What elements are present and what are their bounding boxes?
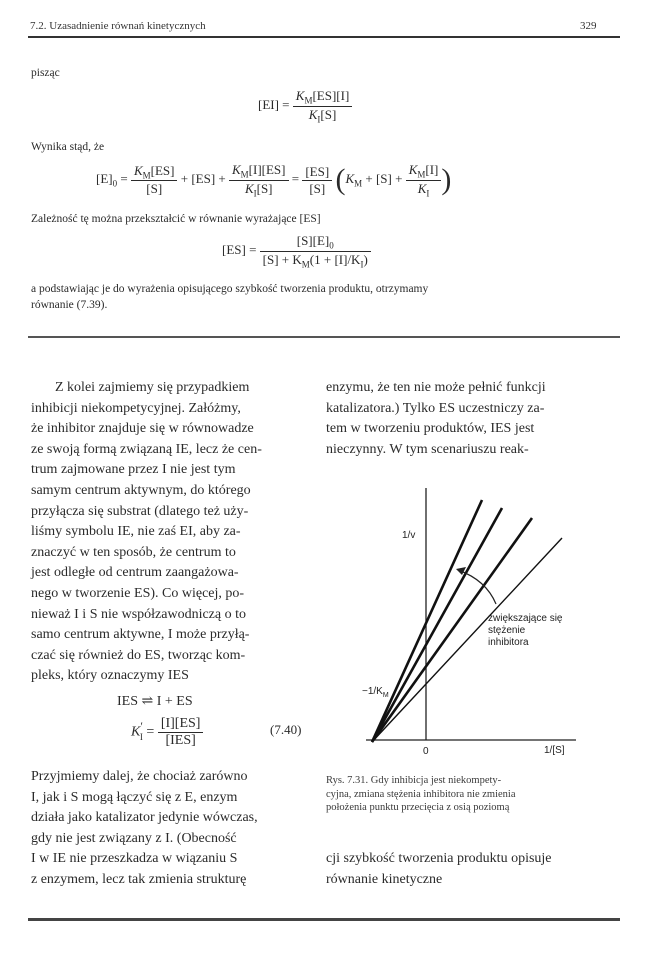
- right-column-text: enzymu, że ten nie może pełnić funkcji katalizatora.) Tylko ES uczestniczy za- tem w tworzeniu produktów, IES jest nieczynny. W tym scenariuszu reak-: [326, 380, 546, 457]
- footer-rule: [28, 918, 620, 921]
- figure-lineweaver-burk: [326, 478, 606, 768]
- equation-ki-prime: $K'_I$ = $\frac{[I][ES]}{\text{[IES]}}$: [131, 716, 203, 749]
- left-column-text: Z kolei zajmiemy się przypadkiem inhibicji niekompetycyjnej. Załóżmy, że inhibitor znajduje się w równowadze ze swoją formą związaną IE, lecz że cen- trum zajmowane przez I nie jest tym samym centrum aktywnym, do którego przyłącza się substrat (dlatego też uży- liśmy symbolu IE, nie zaś EI, aby za- znaczyć w ten sposób, że centrum to jest odległe od centrum zaangażowa- nego w tworzenie ES). Co więcej, po- nieważ I i S nie współzawodniczą o to samo centrum aktywne, I może przyłą- czać się również do ES, tworząc kom- pleks, który oznaczymy IES: [31, 380, 262, 684]
- running-header: 7.2. Uzasadnienie równań kinetycznych: [30, 20, 206, 32]
- box-podst-2: równanie (7.39).: [31, 299, 108, 311]
- y-axis-label: 1/v: [402, 530, 416, 541]
- line-high-inhibitor: [372, 500, 482, 742]
- origin-label: 0: [423, 746, 429, 757]
- line-mid-inhibitor: [372, 508, 502, 742]
- header-rule: [28, 36, 620, 38]
- x-axis-label: 1/[S]: [544, 745, 565, 756]
- page-number: 329: [580, 20, 597, 32]
- box-bottom-rule: [28, 336, 620, 338]
- intercept-label: $-1/K_M$: [362, 686, 389, 699]
- arrow-label-3: inhibitora: [488, 637, 529, 648]
- arrow-label-2: stężenie: [488, 625, 526, 636]
- equation-number-7-40: (7.40): [270, 722, 302, 737]
- eq1-fraction: $\frac{K_M[ES][I]}{K_I[S]}$: [293, 88, 353, 124]
- equation-ei: [258, 88, 352, 124]
- figure-caption: Rys. 7.31. Gdy inhibicja jest niekompety- cyjna, zmiana stężenia inhibitora nie zmienia położenia punktu przecięcia z osią poziomą: [326, 775, 516, 813]
- box-podst-1: a podstawiając je do wyrażenia opisującego szybkość tworzenia produktu, otrzymamy: [31, 283, 429, 295]
- left-column-text-2: Przyjmiemy dalej, że chociaż zarówno I, jak i S mogą łączyć się z E, enzym działa jako katalizator jedynie wówczas, gdy nie jest związany z I. (Obecność I w IE nie przeszkadza w wiązaniu S z enzymem, lecz tak zmienia strukturę: [31, 769, 258, 887]
- box-intro: pisząc: [31, 67, 60, 79]
- box-wynika: Wynika stąd, że: [31, 141, 105, 153]
- box-zaleznosc: Zależność tę można przekształcić w równanie wyrażające [ES]: [31, 213, 321, 225]
- right-column-text-2: cji szybkość tworzenia produktu opisuje równanie kinetyczne: [326, 851, 552, 887]
- equation-es: [ES] = $\frac{[S][E]_0}{[S] + K_M(1 + [I]/K_I)}$: [222, 233, 371, 269]
- equation-ies: IES ⇌ I + ES: [117, 694, 193, 709]
- eq1-lhs: [EI] =: [258, 97, 290, 113]
- equation-e0: $[E]_0$ = $\frac{K_M[ES]}{[S]}$ + [ES] + $\frac{K_M[I][ES]}{K_I[S]}$ = $\frac{[ES]}{[S]}$ ($K_M + [S]$ + $\frac{K_M[I]}{K_I}$ ): [96, 162, 452, 199]
- arrow-label-1: zwiększające się: [488, 613, 563, 624]
